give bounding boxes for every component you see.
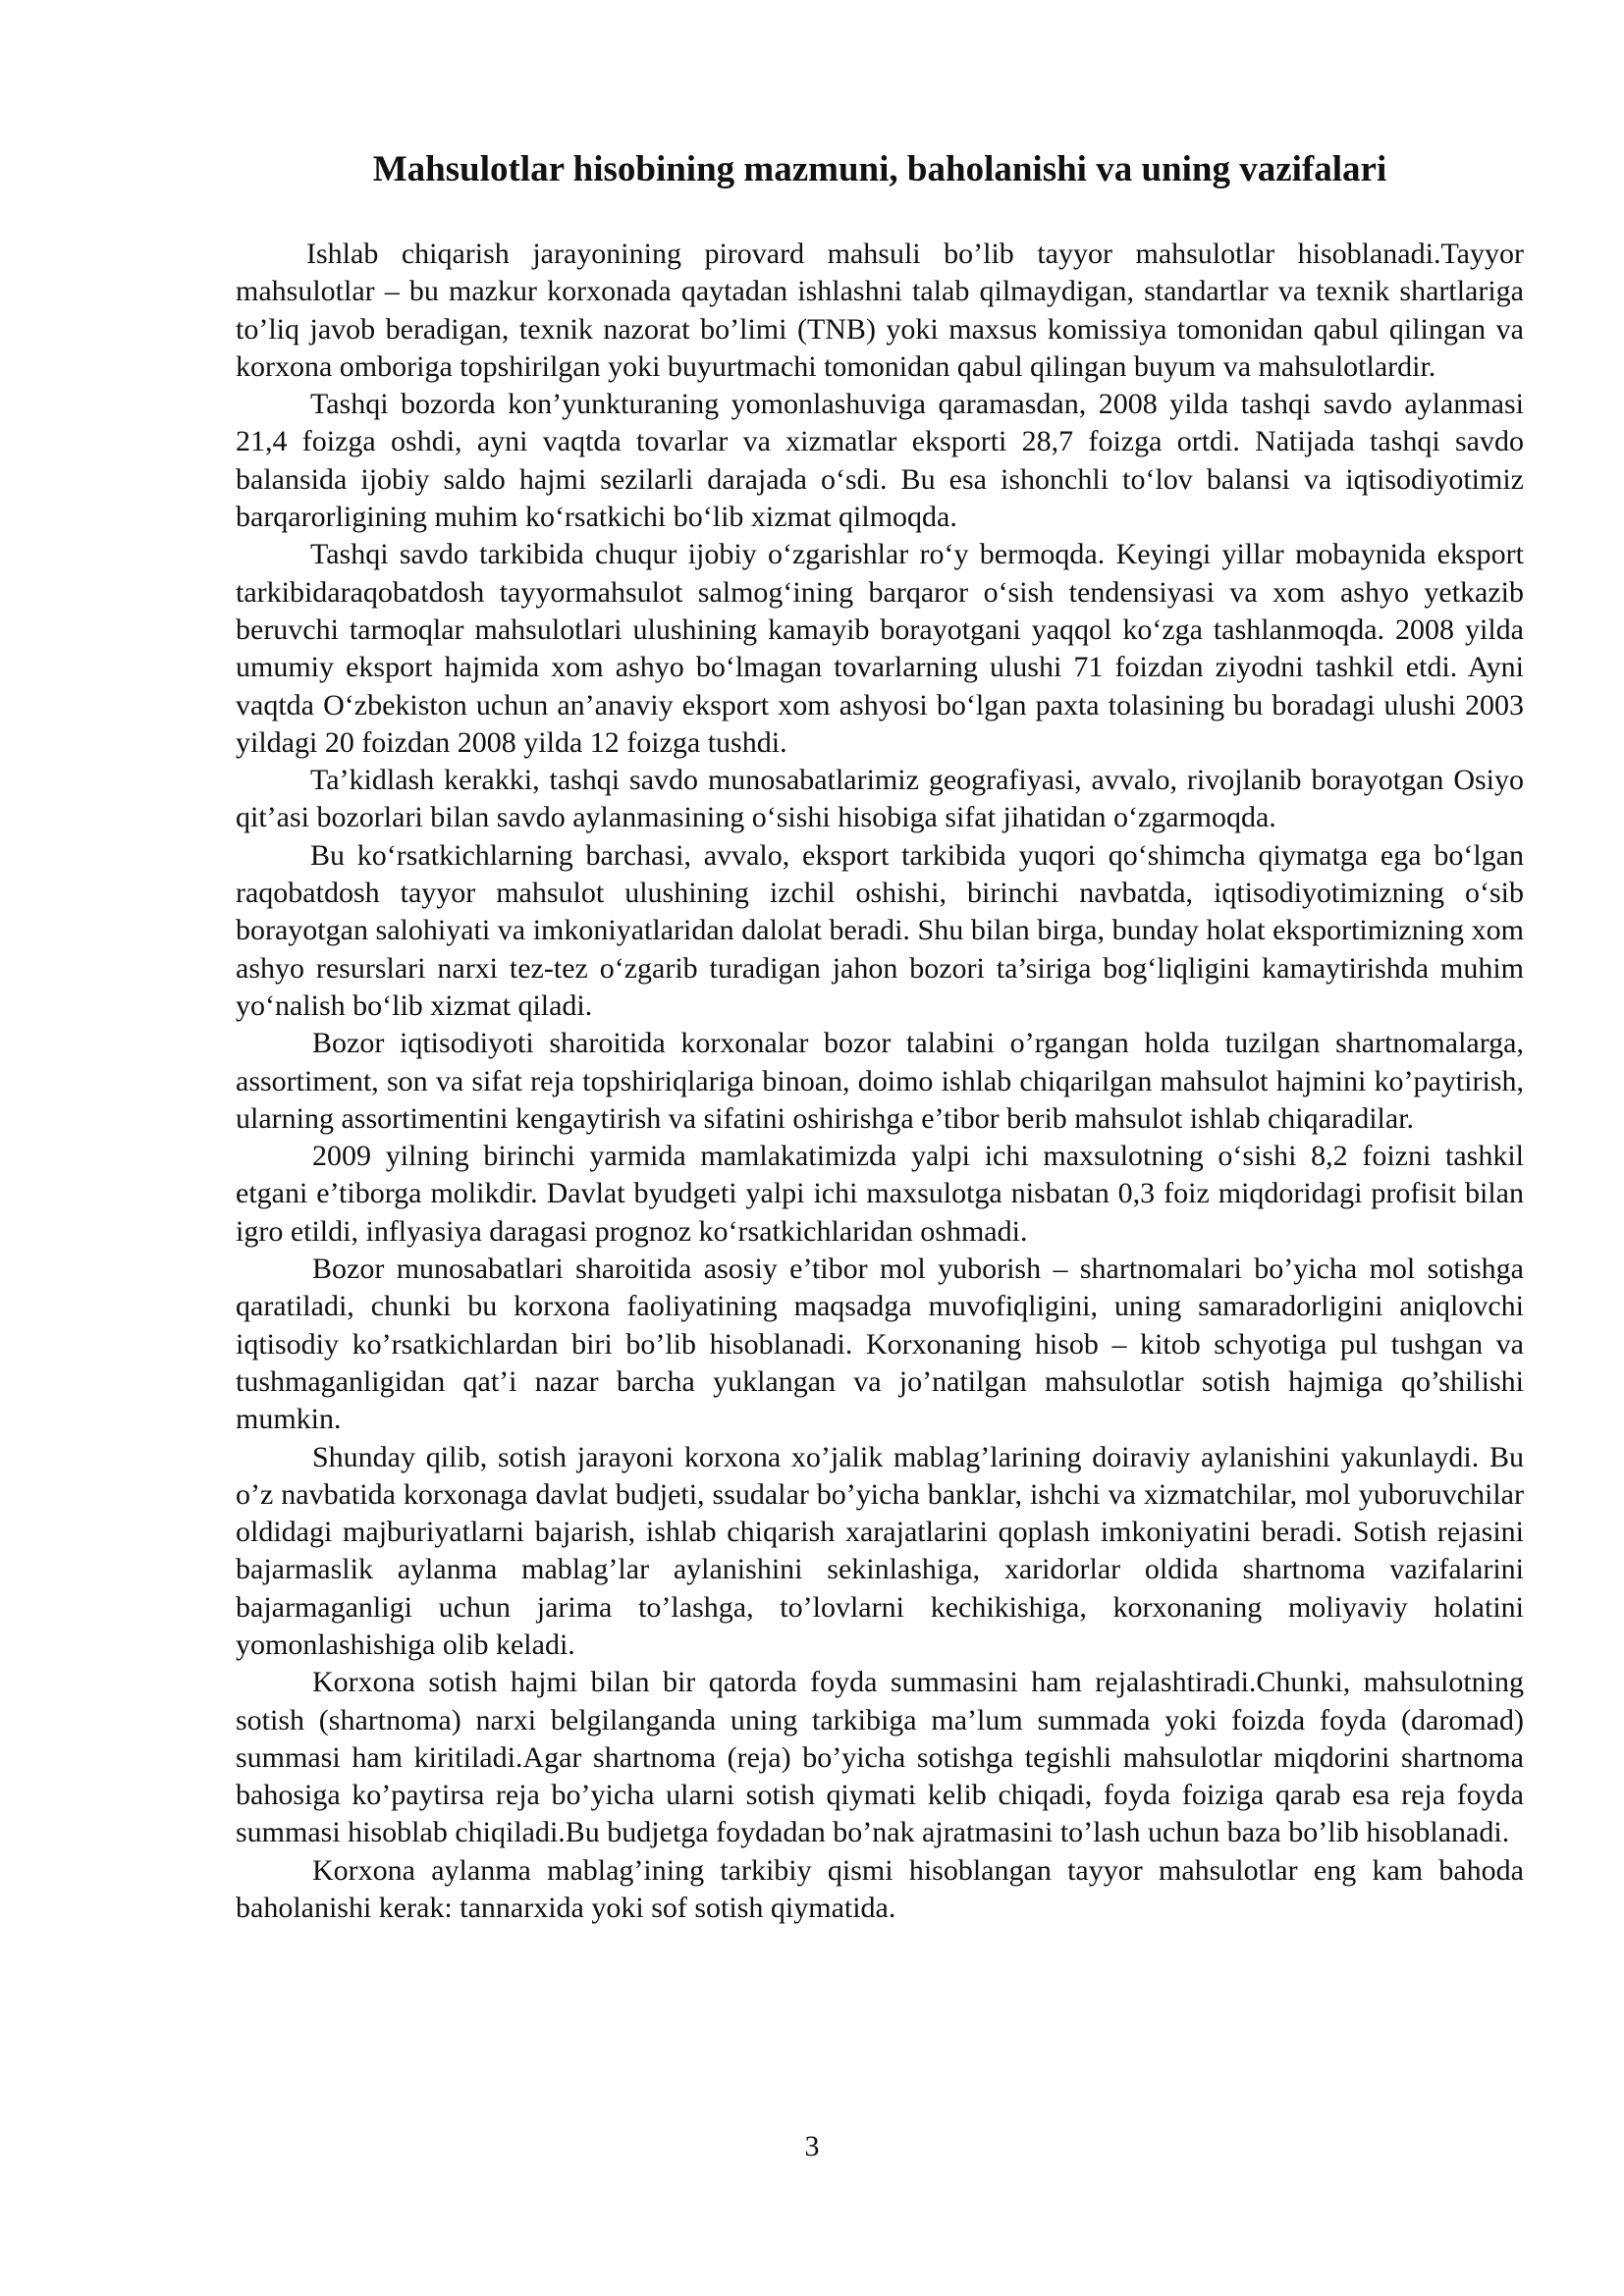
paragraph-8: Bozor munosabatlari sharoitida asosiy e’tibor mol yuborish – shartnomalari bo’yicha mol sotishga qaratiladi, chunki bu korxona faoliyatining maqsadga muvofiqligini, uning samaradorligini aniqlovchi iqtisodiy ko’rsatkichlardan biri bo’lib hisoblanadi. Korxonaning hisob – kitob schyotiga pul tushgan va tushmaganligidan qat’i nazar barcha yuklangan va jo’natilgan mahsulotlar sotish hajmiga qo’shilishi mumkin.: [236, 1253, 1524, 1436]
document-page: [236, 147, 1524, 1927]
paragraph-4: Ta’kidlash kerakki, tashqi savdo munosabatlarimiz geografiyasi, avvalo, rivojlanib borayotgan Osiyo qit’asi bozorlari bilan savdo aylanmasining o‘sishi hisobiga sifat jihatidan o‘zgarmoqda.: [236, 764, 1524, 834]
paragraph-10: Korxona sotish hajmi bilan bir qatorda foyda summasini ham rejalashtiradi.Chunki, mahsulotning sotish (shartnoma) narxi belgilanganda uning tarkibiga ma’lum summada yoki foizda foyda (daromad) summasi ham kiritiladi.Agar shartnoma (reja) bo’yicha sotishga tegishli mahsulotlar miqdorini shartnoma bahosiga ko’paytirsa reja bo’yicha ularni sotish qiymati kelib chiqadi, foyda foiziga qarab esa reja foyda summasi hisoblab chiqiladi.Bu budjetga foydadan bo’nak ajratmasini to’lash uchun baza bo’lib hisoblanadi.: [236, 1666, 1524, 1849]
paragraph-1: Ishlab chiqarish jarayonining pirovard mahsuli bo’lib tayyor mahsulotlar hisoblanadi.Tayyor mahsulotlar – bu mazkur korxonada qaytadan ishlashni talab qilmaydigan, standartlar va texnik shartlariga to’liq javob beradigan, texnik nazorat bo’limi (TNB) yoki maxsus komissiya tomonidan qabul qilingan va korxona omboriga topshirilgan yoki buyurtmachi tomonidan qabul qilingan buyum va mahsulotlardir.: [236, 238, 1524, 383]
paragraph-9: Shunday qilib, sotish jarayoni korxona xo’jalik mablag’larining doiraviy aylanishini yakunlaydi. Bu o’z navbatida korxonaga davlat budjeti, ssudalar bo’yicha banklar, ishchi va xizmatchilar, mol yuboruvchilar oldidagi majburiyatlarni bajarish, ishlab chiqarish xarajatlarini qoplash imkoniyatini beradi. Sotish rejasini bajarmaslik aylanma mablag’lar aylanishini sekinlashiga, xaridorlar oldida shartnoma vazifalarini bajarmaganligi uchun jarima to’lashga, to’lovlarni kechikishiga, korxonaning moliyaviy holatini yomonlashishiga olib keladi.: [236, 1440, 1524, 1661]
paragraph-11: Korxona aylanma mablag’ining tarkibiy qismi hisoblangan tayyor mahsulotlar eng kam bahoda baholanishi kerak: tannarxida yoki sof sotish qiymatida.: [236, 1853, 1524, 1925]
page-number: 3: [804, 2130, 820, 2163]
paragraph-2: Tashqi bozorda kon’yunkturaning yomonlashuviga qaramasdan, 2008 yilda tashqi savdo aylanmasi 21,4 foizga oshdi, ayni vaqtda tovarlar va xizmatlar eksporti 28,7 foizga ortdi. Natijada tashqi savdo balansida ijobiy saldo hajmi sezilarli darajada o‘sdi. Bu esa ishonchli to‘lov balansi va iqtisodiyotimiz barqarorligining muhim ko‘rsatkichi bo‘lib xizmat qilmoqda.: [236, 388, 1524, 534]
paragraph-5: Bu ko‘rsatkichlarning barchasi, avvalo, eksport tarkibida yuqori qo‘shimcha qiymatga ega bo‘lgan raqobatdosh tayyor mahsulot ulushining izchil oshishi, birinchi navbatda, iqtisodiyotimizning o‘sib borayotgan salohiyati va imkoniyatlaridan dalolat beradi. Shu bilan birga, bunday holat eksportimizning xom ashyo resurslari narxi tez-tez o‘zgarib turadigan jahon bozori ta’siriga bog‘liqligini kamaytirishda muhim yo‘nalish bo‘lib xizmat qiladi.: [236, 838, 1524, 1022]
paragraph-6: Bozor iqtisodiyoti sharoitida korxonalar bozor talabini o’rgangan holda tuzilgan shartnomalarga, assortiment, son va sifat reja topshiriqlariga binoan, doimo ishlab chiqarilgan mahsulot hajmini ko’paytirish, ularning assortimentini kengaytirish va sifatini oshirishga e’tibor berib mahsulot ishlab chiqaradilar.: [236, 1027, 1524, 1135]
paragraph-7: 2009 yilning birinchi yarmida mamlakatimizda yalpi ichi maxsulotning o‘sishi 8,2 foizni tashkil etgani e’tiborga molikdir. Davlat byudgeti yalpi ichi maxsulotga nisbatan 0,3 foiz miqdoridagi profisit bilan igro etildi, inflyasiya daragasi prognoz ko‘rsatkichlaridan oshmadi.: [236, 1140, 1524, 1248]
paragraph-3: Tashqi savdo tarkibida chuqur ijobiy o‘zgarishlar ro‘y bermoqda. Keyingi yillar mobaynida eksport tarkibidaraqobatdosh tayyormahsulot salmog‘ining barqaror o‘sish tendensiyasi va xom ashyo yetkazib beruvchi tarmoqlar mahsulotlari ulushining kamayib borayotgani yaqqol ko‘zga tashlanmoqda. 2008 yilda umumiy eksport hajmida xom ashyo bo‘lmagan tovarlarning ulushi 71 foizdan ziyodni tashkil etdi. Ayni vaqtda O‘zbekiston uchun an’anaviy eksport xom ashyosi bo‘lgan paxta tolasining bu boradagi ulushi 2003 yildagi 20 foizdan 2008 yilda 12 foizga tushdi.: [236, 538, 1524, 759]
document-title: Mahsulotlar hisobining mazmuni, baholanishi va uning vazifalari: [372, 149, 1387, 189]
